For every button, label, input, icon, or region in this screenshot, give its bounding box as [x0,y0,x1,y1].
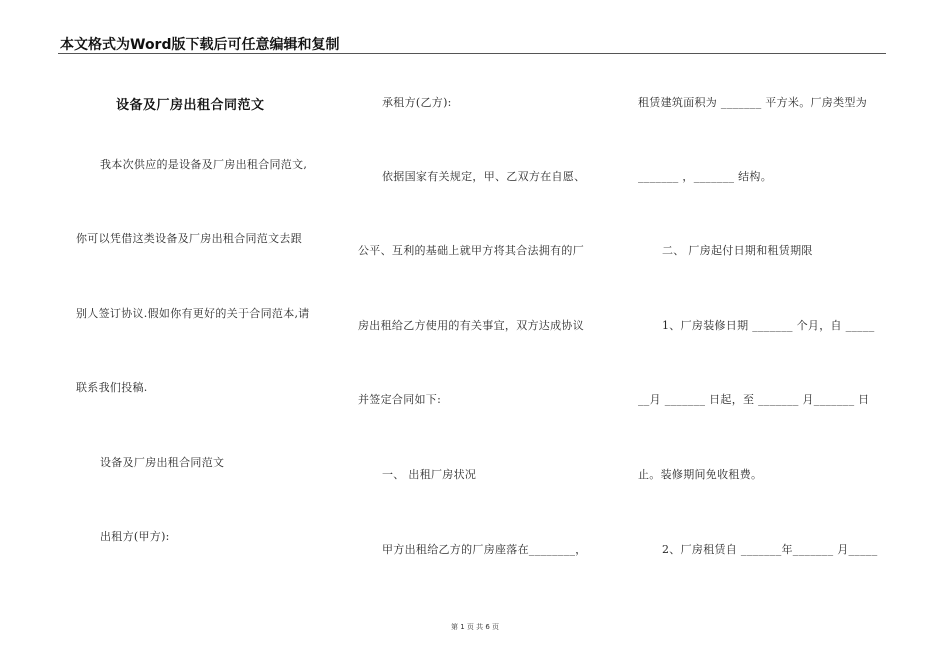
download-banner: 本文格式为Word版下载后可任意编辑和复制 [60,37,340,53]
section-heading: 二、 厂房起付日期和租赁期限 [662,244,813,257]
header-divider [58,53,886,54]
text-line: 设备及厂房出租合同范文 [100,456,225,469]
text-line: __月 _______ 日起，至 _______ 月_______ 日 [638,393,870,406]
text-line: 房出租给乙方使用的有关事宜，双方达成协议 [358,319,584,332]
document-title: 设备及厂房出租合同范文 [116,98,265,113]
text-line: 别人签订协议.假如你有更好的关于合同范本,请 [76,307,310,320]
text-line: 我本次供应的是设备及厂房出租合同范文, [100,158,308,171]
text-line: 2、厂房租赁自 _______年_______ 月_____ [662,543,878,556]
text-line: 甲方出租给乙方的厂房座落在________， [382,543,587,556]
text-line: 止。装修期间免收租费。 [638,468,763,481]
text-line: 你可以凭借这类设备及厂房出租合同范文去跟 [76,232,302,245]
text-line: 租赁建筑面积为 _______ 平方米。厂房类型为 [638,96,867,109]
text-line: 并签定合同如下: [358,393,442,406]
text-line: 1、厂房装修日期 _______ 个月，自 _____ [662,319,875,332]
text-line: 依据国家有关规定，甲、乙双方在自愿、 [382,170,586,183]
text-line: 承租方(乙方): [382,96,452,109]
text-line: 出租方(甲方): [100,530,170,543]
text-line: _______ ，_______ 结构。 [638,170,772,183]
section-heading: 一、 出租厂房状况 [382,468,477,481]
text-line: 联系我们投稿. [76,381,148,394]
text-line: 公平、互利的基础上就甲方将其合法拥有的厂 [358,244,584,257]
page-number: 第 1 页 共 6 页 [450,623,500,631]
